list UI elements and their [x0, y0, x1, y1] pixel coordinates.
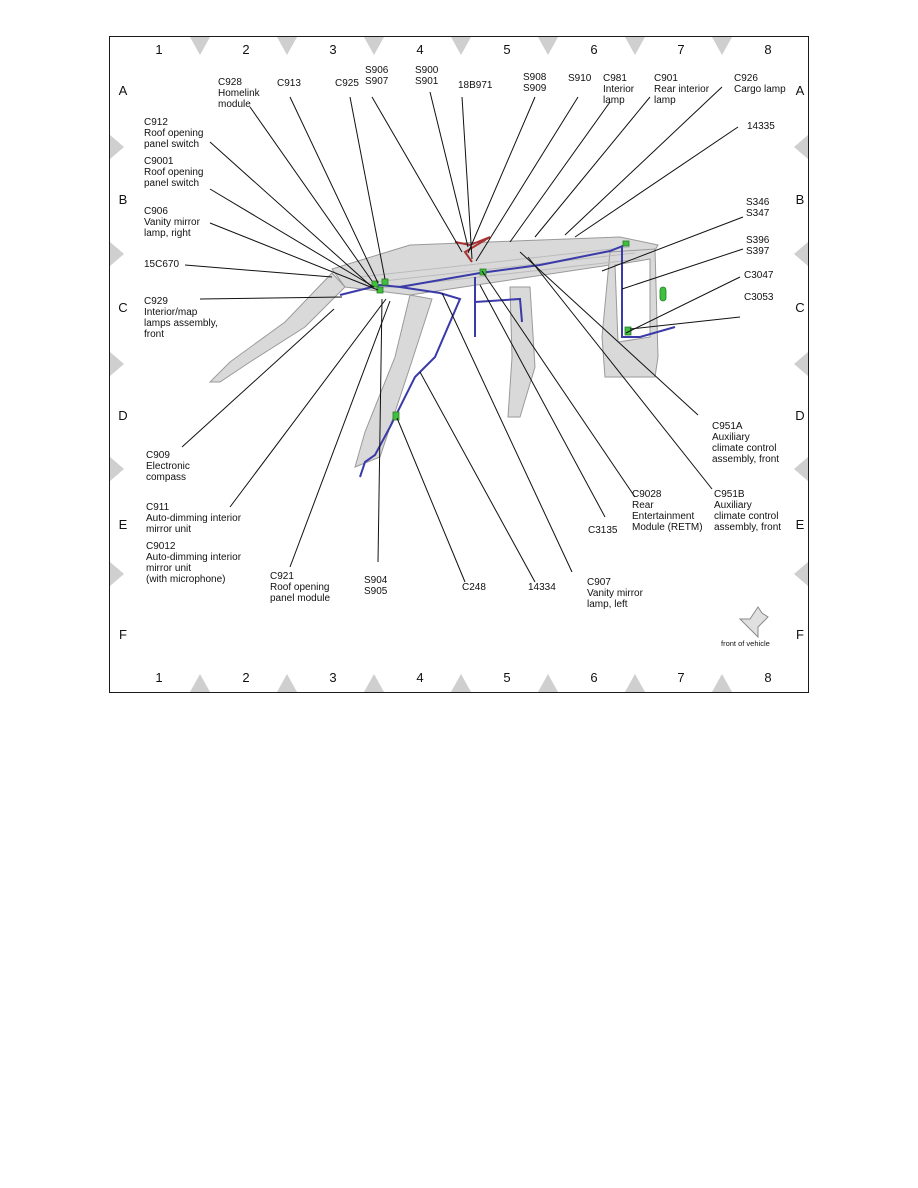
label-c3135: C3135	[588, 525, 618, 536]
grid-col-top: 5	[503, 42, 511, 57]
label-14335: 14335	[747, 121, 775, 132]
grid-row-left: C	[118, 300, 128, 315]
grid-row-right: E	[795, 517, 805, 532]
label-front-of-vehicle: front of vehicle	[721, 639, 770, 648]
label-15c670: 15C670	[144, 259, 180, 270]
label-c981: C981 Interior lamp	[603, 73, 635, 106]
label-c921: C921 Roof opening panel module	[270, 571, 331, 604]
label-c951b: C951B Auxiliary climate control assembly, front	[714, 489, 782, 533]
left-tab	[110, 135, 124, 159]
label-c911: C911 Auto-dimming interior mirror unit	[146, 502, 242, 535]
label-c909: C909 Electronic compass	[146, 450, 190, 483]
bottom-tab	[277, 674, 297, 692]
label-s906: S906 S907	[365, 65, 389, 87]
bottom-tab	[625, 674, 645, 692]
top-tab	[190, 37, 210, 55]
label-c951a: C951A Auxiliary climate control assembly, front	[712, 421, 780, 465]
grid-col-top: 1	[155, 42, 163, 57]
bottom-tab	[538, 674, 558, 692]
grid-col-bottom: 1	[155, 670, 163, 685]
grid-col-bottom: 2	[242, 670, 250, 685]
grid-tabs	[110, 37, 808, 692]
label-c907: C907 Vanity mirror lamp, left	[587, 577, 643, 610]
grid-row-left: F	[119, 627, 127, 642]
label-18b971: 18B971	[458, 80, 493, 91]
top-tab	[277, 37, 297, 55]
grid-col-top: 2	[242, 42, 250, 57]
label-c912: C912 Roof opening panel switch	[144, 117, 204, 150]
right-tab	[794, 562, 808, 586]
grid-col-bottom: 6	[590, 670, 598, 685]
front-arrow-icon	[740, 607, 768, 637]
label-c3053: C3053	[744, 292, 774, 303]
wiring-diagram	[110, 37, 808, 692]
grid-col-bottom: 3	[329, 670, 337, 685]
label-s396: S396 S397	[746, 235, 770, 257]
grid-col-bottom: 8	[764, 670, 772, 685]
grid-col-top: 3	[329, 42, 337, 57]
grid-col-bottom: 5	[503, 670, 511, 685]
label-c929: C929 Interior/map lamps assembly, front	[144, 296, 218, 340]
label-c3047: C3047	[744, 270, 774, 281]
label-c9001: C9001 Roof opening panel switch	[144, 156, 204, 189]
right-tab	[794, 352, 808, 376]
top-tab	[625, 37, 645, 55]
grid-col-top: 8	[764, 42, 772, 57]
grid-row-right: F	[796, 627, 804, 642]
label-c913: C913	[277, 78, 301, 89]
bottom-tab	[451, 674, 471, 692]
connector-c248	[393, 412, 399, 420]
diagram-frame	[109, 36, 809, 693]
left-tab	[110, 562, 124, 586]
label-c925: C925	[335, 78, 359, 89]
label-c248: C248	[462, 582, 486, 593]
label-c9028: C9028 Rear Entertainment Module (RETM)	[632, 489, 703, 533]
grid-col-bottom: 7	[677, 670, 685, 685]
grid-row-left: D	[118, 408, 128, 423]
left-tab	[110, 242, 124, 266]
grid-col-bottom: 4	[416, 670, 424, 685]
label-s904: S904 S905	[364, 575, 388, 597]
grid-row-left: B	[118, 192, 128, 207]
b-pillar	[355, 295, 432, 467]
connector-14335	[623, 241, 629, 246]
label-c928: C928 Homelink module	[218, 77, 260, 110]
label-c906: C906 Vanity mirror lamp, right	[144, 206, 200, 239]
bottom-tab	[712, 674, 732, 692]
label-c901: C901 Rear interior lamp	[654, 73, 710, 106]
grid-col-top: 6	[590, 42, 598, 57]
label-s908: S908 S909	[523, 72, 547, 94]
label-s900: S900 S901	[415, 65, 439, 87]
bottom-tab	[190, 674, 210, 692]
label-s346: S346 S347	[746, 197, 770, 219]
top-tab	[451, 37, 471, 55]
grid-row-right: C	[795, 300, 805, 315]
left-tab	[110, 352, 124, 376]
label-14334: 14334	[528, 582, 556, 593]
grid-row-right: A	[795, 83, 805, 98]
right-tab	[794, 242, 808, 266]
bottom-tab	[364, 674, 384, 692]
right-tab	[794, 135, 808, 159]
grid-row-right: B	[795, 192, 805, 207]
top-tab	[364, 37, 384, 55]
top-tab	[712, 37, 732, 55]
right-tab	[794, 457, 808, 481]
grid-row-right: D	[795, 408, 805, 423]
connector-c3047	[660, 287, 666, 301]
label-s910: S910	[568, 73, 592, 84]
grid-col-top: 4	[416, 42, 424, 57]
label-c9012: C9012 Auto-dimming interior mirror unit (with microphone)	[146, 541, 242, 585]
a-pillar-front	[210, 273, 345, 382]
grid-col-top: 7	[677, 42, 685, 57]
grid-row-left: A	[118, 83, 128, 98]
top-tab	[538, 37, 558, 55]
grid-row-left: E	[118, 517, 128, 532]
label-c926: C926 Cargo lamp	[734, 73, 786, 95]
left-tab	[110, 457, 124, 481]
connector-c925	[382, 279, 388, 285]
